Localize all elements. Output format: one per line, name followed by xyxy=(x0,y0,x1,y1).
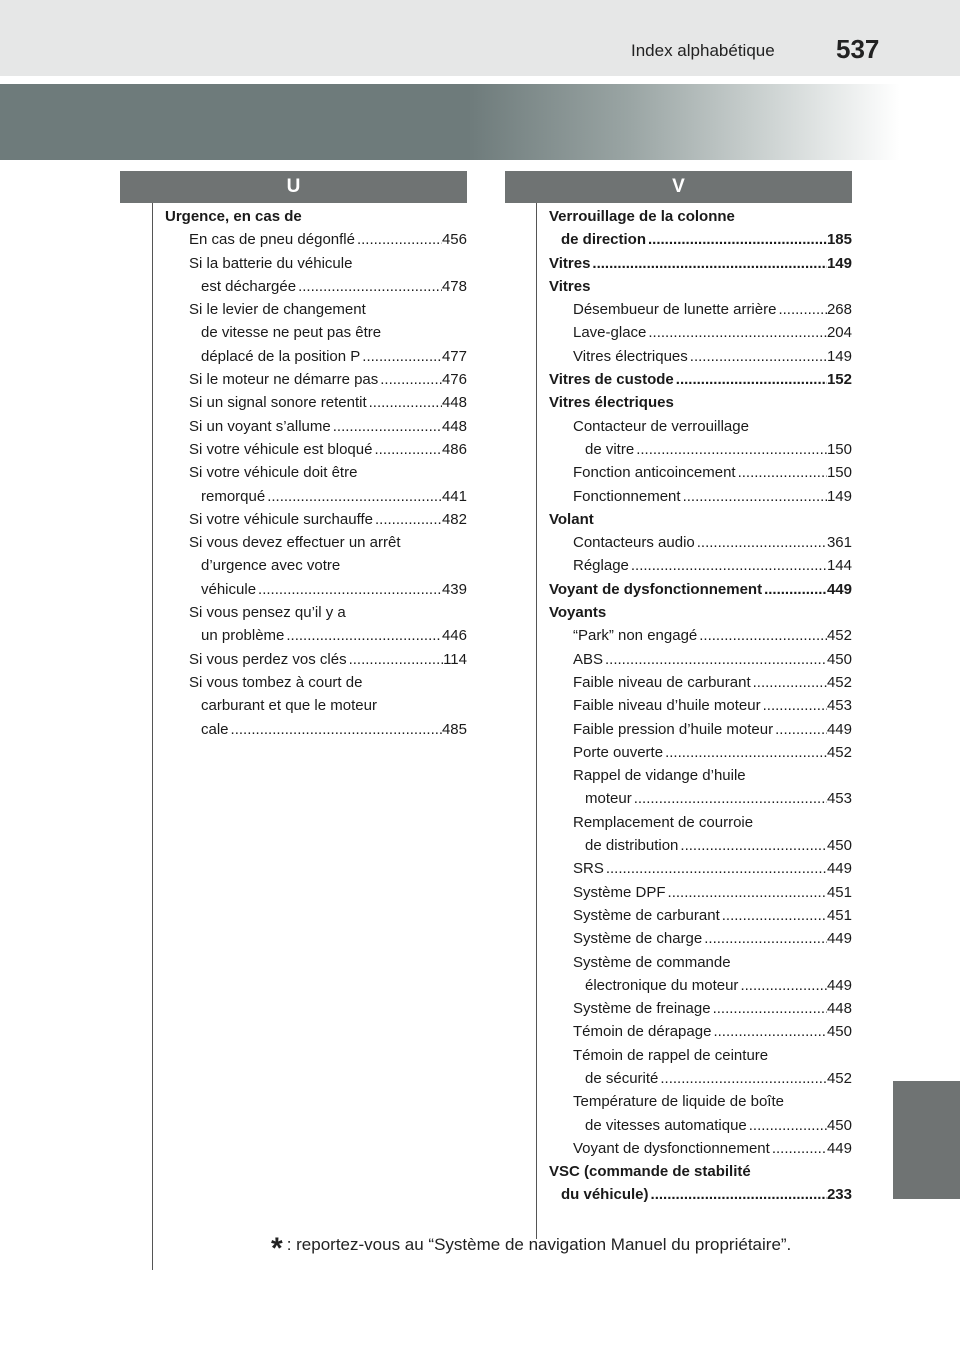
dot-leader xyxy=(747,1114,827,1137)
index-entry xyxy=(549,764,852,787)
index-entry xyxy=(165,228,467,251)
index-entry xyxy=(549,601,852,624)
index-entry xyxy=(549,1114,852,1137)
entry-page: 439 xyxy=(441,580,467,598)
index-entry xyxy=(549,391,852,414)
dot-leader xyxy=(720,904,827,927)
dot-leader xyxy=(355,228,442,251)
entry-text: Contacteur de verrouillage xyxy=(573,417,749,435)
entry-page: 149 xyxy=(826,254,852,272)
entry-text: Vitres xyxy=(549,254,591,272)
entry-text: de sécurité xyxy=(585,1069,659,1087)
footnote-text: : reportez-vous au “Système de navigation Manuel du propriétaire”. xyxy=(286,1235,792,1254)
dot-leader xyxy=(378,368,442,391)
index-entry xyxy=(549,1090,852,1113)
entry-text: Si votre véhicule est bloqué xyxy=(189,440,373,458)
entry-page: 446 xyxy=(441,627,467,645)
entry-text: Système de commande xyxy=(573,953,731,971)
entry-text: de direction xyxy=(561,231,647,249)
index-entry xyxy=(549,1044,852,1067)
entry-text: Si le moteur ne démarre pas xyxy=(189,371,379,389)
index-entry xyxy=(165,275,467,298)
entry-page: 486 xyxy=(441,440,467,458)
index-entry xyxy=(549,834,852,857)
index-entry xyxy=(165,601,467,624)
dot-leader xyxy=(776,298,827,321)
index-column-u xyxy=(165,205,467,741)
entry-page: 152 xyxy=(826,371,852,389)
index-entry xyxy=(549,508,852,531)
entry-page: 150 xyxy=(826,464,852,482)
entry-page: 477 xyxy=(441,347,467,365)
index-entry xyxy=(549,275,852,298)
index-entry xyxy=(165,718,467,741)
index-entry xyxy=(165,321,467,344)
entry-page: 450 xyxy=(826,1116,852,1134)
dot-leader xyxy=(695,531,827,554)
chapter-tab xyxy=(893,1081,960,1199)
footnote-symbol: * xyxy=(271,1232,283,1265)
entry-page: 485 xyxy=(441,720,467,738)
entry-page: 456 xyxy=(441,231,467,249)
entry-text: En cas de pneu dégonflé xyxy=(189,231,355,249)
column-rule-middle xyxy=(536,203,537,1239)
entry-text: Faible pression d’huile moteur xyxy=(573,720,774,738)
index-entry xyxy=(165,648,467,671)
index-entry xyxy=(165,205,467,228)
entry-page: 449 xyxy=(826,976,852,994)
entry-text: du véhicule) xyxy=(561,1186,649,1204)
entry-text: Vitres électriques xyxy=(549,394,674,412)
entry-text: Fonction anticoincement xyxy=(573,464,736,482)
entry-page: 448 xyxy=(441,417,467,435)
entry-text: Remplacement de courroie xyxy=(573,813,754,831)
index-entry xyxy=(165,508,467,531)
entry-text: Volant xyxy=(549,510,594,528)
index-entry xyxy=(549,461,852,484)
entry-text: Réglage xyxy=(573,557,629,575)
entry-page: 361 xyxy=(826,534,852,552)
dot-leader xyxy=(372,438,442,461)
index-entry xyxy=(165,554,467,577)
dot-leader xyxy=(646,228,827,251)
header-band xyxy=(0,0,960,76)
dot-leader xyxy=(751,671,827,694)
dot-leader xyxy=(711,1020,827,1043)
dot-leader xyxy=(634,438,827,461)
entry-text: Système de charge xyxy=(573,930,703,948)
entry-text: Lave-glace xyxy=(573,324,647,342)
index-entry xyxy=(549,554,852,577)
index-entry xyxy=(549,228,852,251)
dot-leader xyxy=(674,368,827,391)
dot-leader xyxy=(697,624,827,647)
dot-leader xyxy=(604,857,827,880)
page-number: 537 xyxy=(836,34,880,64)
index-entry xyxy=(549,368,852,391)
header-title: Index alphabétique xyxy=(631,41,775,60)
dot-leader xyxy=(773,718,827,741)
index-entry xyxy=(165,694,467,717)
index-entry xyxy=(549,205,852,228)
entry-text: Si vous tombez à court de xyxy=(189,673,363,691)
index-entry xyxy=(549,881,852,904)
index-entry xyxy=(165,531,467,554)
dot-leader xyxy=(688,345,827,368)
dot-leader xyxy=(736,461,827,484)
entry-text: Témoin de rappel de ceinture xyxy=(573,1046,769,1064)
dot-leader xyxy=(678,834,827,857)
entry-text: de distribution xyxy=(585,837,679,855)
index-entry xyxy=(165,391,467,414)
index-entry xyxy=(165,624,467,647)
entry-page: 452 xyxy=(826,1069,852,1087)
entry-text: moteur xyxy=(585,790,632,808)
entry-text: Si vous perdez vos clés xyxy=(189,650,347,668)
entry-text: déplacé de la position P xyxy=(201,347,361,365)
dot-leader xyxy=(367,391,442,414)
dot-leader xyxy=(629,554,827,577)
index-entry xyxy=(549,741,852,764)
section-header-u: U xyxy=(120,171,467,203)
entry-page: 453 xyxy=(826,697,852,715)
index-entry xyxy=(165,485,467,508)
entry-text: d’urgence avec votre xyxy=(201,557,341,575)
entry-text: VSC (commande de stabilité xyxy=(549,1163,751,1181)
index-entry xyxy=(165,252,467,275)
entry-page: 441 xyxy=(441,487,467,505)
index-entry xyxy=(549,438,852,461)
dot-leader xyxy=(738,974,827,997)
entry-text: un problème xyxy=(201,627,285,645)
index-entry xyxy=(549,951,852,974)
index-entry xyxy=(165,461,467,484)
entry-text: Si la batterie du véhicule xyxy=(189,254,353,272)
entry-text: Urgence, en cas de xyxy=(165,208,302,225)
index-entry xyxy=(549,1137,852,1160)
entry-text: Système DPF xyxy=(573,883,666,901)
index-entry xyxy=(165,438,467,461)
entry-text: remorqué xyxy=(201,487,266,505)
entry-text: Porte ouverte xyxy=(573,743,664,761)
entry-text: carburant et que le moteur xyxy=(201,697,377,715)
dot-leader xyxy=(711,997,827,1020)
entry-text: Vitres électriques xyxy=(573,347,688,365)
index-entry xyxy=(549,415,852,438)
entry-page: 449 xyxy=(826,930,852,948)
entry-page: 149 xyxy=(826,487,852,505)
index-column-v xyxy=(549,205,852,1207)
entry-page: 268 xyxy=(826,301,852,319)
entry-page: 452 xyxy=(826,627,852,645)
index-entry xyxy=(549,787,852,810)
entry-text: de vitesses automatique xyxy=(585,1116,747,1134)
dot-leader xyxy=(632,787,827,810)
dot-leader xyxy=(360,345,442,368)
column-rule-left xyxy=(152,203,153,1270)
index-entry xyxy=(549,624,852,647)
decorative-banner xyxy=(0,84,900,160)
index-entry xyxy=(549,671,852,694)
dot-leader xyxy=(331,415,442,438)
entry-page: 449 xyxy=(826,860,852,878)
index-entry xyxy=(549,718,852,741)
entry-text: Vitres de custode xyxy=(549,371,674,389)
index-entry xyxy=(549,927,852,950)
entry-text: Contacteurs audio xyxy=(573,534,695,552)
dot-leader xyxy=(229,718,442,741)
index-entry xyxy=(165,345,467,368)
footnote xyxy=(271,1232,791,1266)
entry-text: de vitesse ne peut pas être xyxy=(201,324,382,342)
index-entry xyxy=(165,415,467,438)
index-entry xyxy=(165,578,467,601)
dot-leader xyxy=(649,1183,827,1206)
entry-page: 144 xyxy=(826,557,852,575)
dot-leader xyxy=(265,485,442,508)
index-entry xyxy=(549,578,852,601)
entry-text: Désembueur de lunette arrière xyxy=(573,301,777,319)
dot-leader xyxy=(296,275,442,298)
entry-page: 204 xyxy=(826,324,852,342)
entry-text: Fonctionnement xyxy=(573,487,681,505)
entry-page: 482 xyxy=(441,510,467,528)
dot-leader xyxy=(658,1067,827,1090)
section-header-v: V xyxy=(505,171,852,203)
entry-text: Si votre véhicule doit être xyxy=(189,464,358,482)
entry-text: Rappel de vidange d’huile xyxy=(573,767,746,785)
dot-leader xyxy=(284,624,442,647)
index-entry xyxy=(549,321,852,344)
entry-page: 114 xyxy=(443,650,467,668)
entry-page: 449 xyxy=(826,720,852,738)
index-entry xyxy=(165,298,467,321)
dot-leader xyxy=(681,485,827,508)
entry-text: Voyant de dysfonctionnement xyxy=(573,1139,770,1157)
entry-text: Témoin de dérapage xyxy=(573,1023,712,1041)
entry-text: Voyant de dysfonctionnement xyxy=(549,580,763,598)
entry-text: Système de carburant xyxy=(573,906,720,924)
entry-page: 450 xyxy=(826,1023,852,1041)
dot-leader xyxy=(646,321,827,344)
index-entry xyxy=(165,368,467,391)
entry-text: électronique du moteur xyxy=(585,976,739,994)
entry-page: 450 xyxy=(826,837,852,855)
dot-leader xyxy=(347,648,444,671)
entry-text: Voyants xyxy=(549,604,607,622)
index-entry xyxy=(549,811,852,834)
entry-page: 450 xyxy=(826,650,852,668)
entry-text: Si le levier de changement xyxy=(189,301,366,319)
index-entry xyxy=(549,1160,852,1183)
entry-text: Si vous pensez qu’il y a xyxy=(189,604,346,622)
entry-text: Faible niveau d’huile moteur xyxy=(573,697,761,715)
dot-leader xyxy=(373,508,442,531)
index-entry xyxy=(549,298,852,321)
index-entry xyxy=(549,1183,852,1206)
entry-page: 448 xyxy=(441,394,467,412)
entry-page: 150 xyxy=(826,440,852,458)
entry-text: cale xyxy=(201,720,229,738)
entry-page: 448 xyxy=(826,1000,852,1018)
entry-text: est déchargée xyxy=(201,277,297,295)
dot-leader xyxy=(770,1137,827,1160)
index-entry xyxy=(165,671,467,694)
dot-leader xyxy=(666,881,827,904)
index-entry xyxy=(549,485,852,508)
index-entry xyxy=(549,694,852,717)
entry-text: “Park” non engagé xyxy=(573,627,698,645)
dot-leader xyxy=(603,648,827,671)
entry-page: 478 xyxy=(441,277,467,295)
dot-leader xyxy=(590,252,827,275)
entry-page: 451 xyxy=(826,883,852,901)
dot-leader xyxy=(761,694,827,717)
entry-page: 233 xyxy=(826,1186,852,1204)
entry-text: Si un voyant s’allume xyxy=(189,417,331,435)
entry-text: véhicule xyxy=(201,580,257,598)
dot-leader xyxy=(256,578,442,601)
entry-page: 476 xyxy=(441,371,467,389)
dot-leader xyxy=(663,741,827,764)
entry-page: 453 xyxy=(826,790,852,808)
dot-leader xyxy=(702,927,827,950)
index-entry xyxy=(549,345,852,368)
entry-text: Température de liquide de boîte xyxy=(573,1093,784,1111)
entry-text: Verrouillage de la colonne xyxy=(549,208,735,225)
entry-page: 149 xyxy=(826,347,852,365)
entry-text: Faible niveau de carburant xyxy=(573,673,751,691)
entry-page: 449 xyxy=(826,580,852,598)
index-entry xyxy=(549,857,852,880)
index-entry xyxy=(549,974,852,997)
dot-leader xyxy=(762,578,827,601)
entry-text: ABS xyxy=(573,650,604,668)
index-entry xyxy=(549,1067,852,1090)
entry-text: Si un signal sonore retentit xyxy=(189,394,367,412)
index-entry xyxy=(549,997,852,1020)
entry-text: Système de freinage xyxy=(573,1000,711,1018)
index-entry xyxy=(549,904,852,927)
entry-text: Si vous devez effectuer un arrêt xyxy=(189,534,401,552)
entry-page: 452 xyxy=(826,673,852,691)
index-entry xyxy=(549,648,852,671)
entry-text: Si votre véhicule surchauffe xyxy=(189,510,373,528)
index-entry xyxy=(549,252,852,275)
entry-text: Vitres xyxy=(549,277,591,295)
entry-page: 451 xyxy=(826,906,852,924)
entry-page: 185 xyxy=(826,231,852,249)
entry-page: 449 xyxy=(826,1139,852,1157)
index-entry xyxy=(549,531,852,554)
index-entry xyxy=(549,1020,852,1043)
entry-text: de vitre xyxy=(585,440,635,458)
entry-text: SRS xyxy=(573,860,604,878)
entry-page: 452 xyxy=(826,743,852,761)
